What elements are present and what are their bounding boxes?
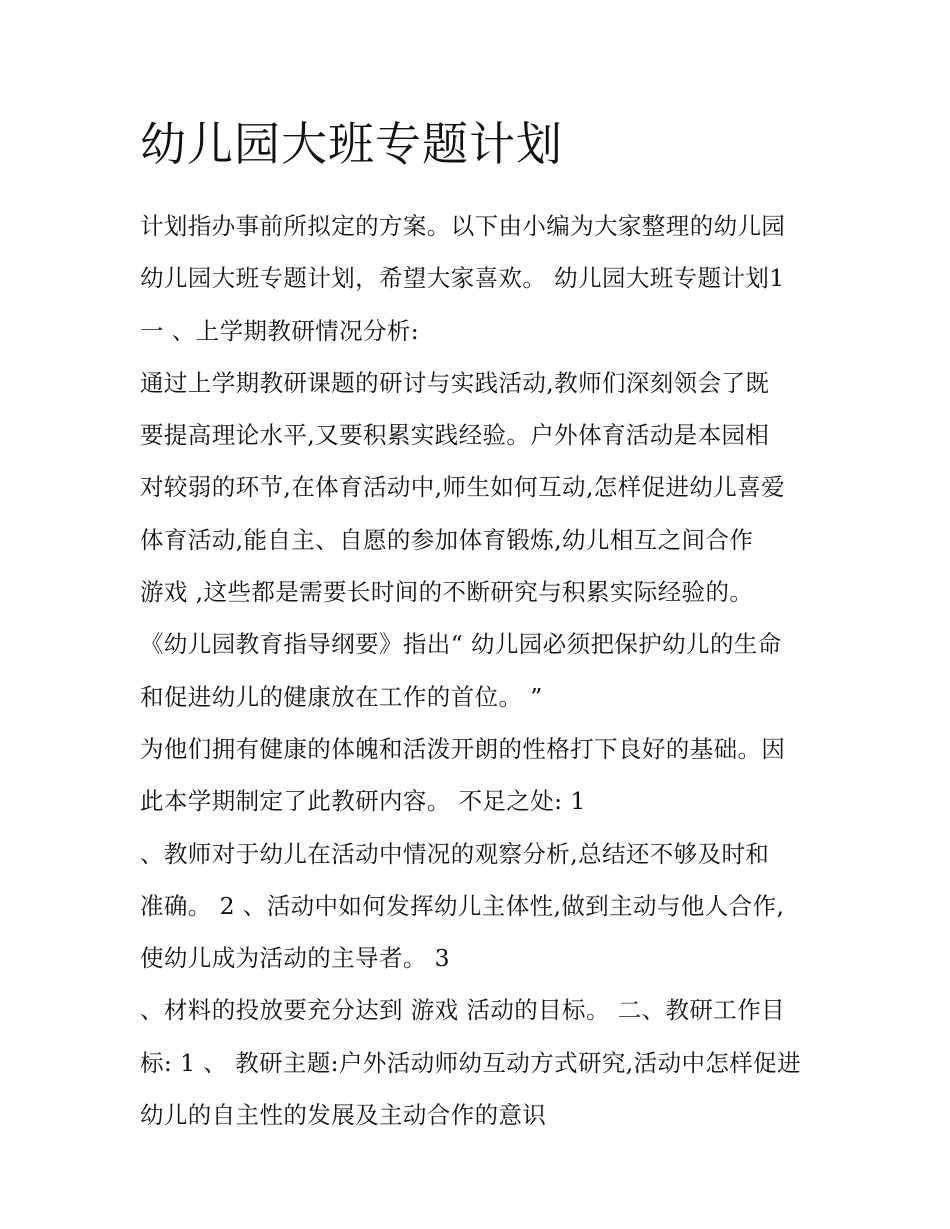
body-line: 使幼儿成为活动的主导者。 3 (140, 944, 451, 973)
body-line: 幼儿园大班专题计划，希望大家喜欢。 幼儿园大班专题计划1 (140, 264, 785, 293)
body-line: 对较弱的环节,在体育活动中,师生如何互动,怎样促进幼儿喜爱 (140, 473, 786, 502)
document-body (140, 200, 820, 1141)
body-line: 体育活动,能自主、自愿的参加体育锻炼,幼儿相互之间合作 (140, 525, 754, 554)
body-line: 、材料的投放要充分达到 游戏 活动的目标。 二、教研工作目 (140, 996, 786, 1025)
body-line: 《幼儿园教育指导纲要》指出“ 幼儿园必须把保护幼儿的生命 (140, 630, 782, 659)
body-line: 为他们拥有健康的体魄和活泼开朗的性格打下良好的基础。因 (140, 734, 786, 763)
body-line: 和促进幼儿的健康放在工作的首位。 ” (140, 682, 543, 711)
body-line: 准确。 2 、活动中如何发挥幼儿主体性,做到主动与他人合作, (140, 891, 785, 920)
body-line: 计划指办事前所拟定的方案。以下由小编为大家整理的幼儿园 (140, 212, 786, 240)
body-line: 通过上学期教研课题的研讨与实践活动,教师们深刻领会了既 (140, 368, 770, 397)
body-line: 游戏 ,这些都是需要长时间的不断研究与积累实际经验的。 (140, 578, 754, 607)
body-line: 、教师对于幼儿在活动中情况的观察分析,总结还不够及时和 (140, 839, 770, 868)
body-line: 幼儿的自主性的发展及主动合作的意识 (140, 1101, 547, 1130)
body-line: 要提高理论水平,又要积累实践经验。户外体育活动是本园相 (140, 421, 770, 450)
body-line: 标: 1 、 教研主题:户外活动师幼互动方式研究,活动中怎样促进 (140, 1048, 801, 1077)
body-line: 此本学期制定了此教研内容。 不足之处: 1 (140, 787, 586, 816)
document-title: 幼儿园大班专题计划 (140, 117, 563, 171)
body-line: 一 、上学期教研情况分析: (140, 316, 420, 345)
